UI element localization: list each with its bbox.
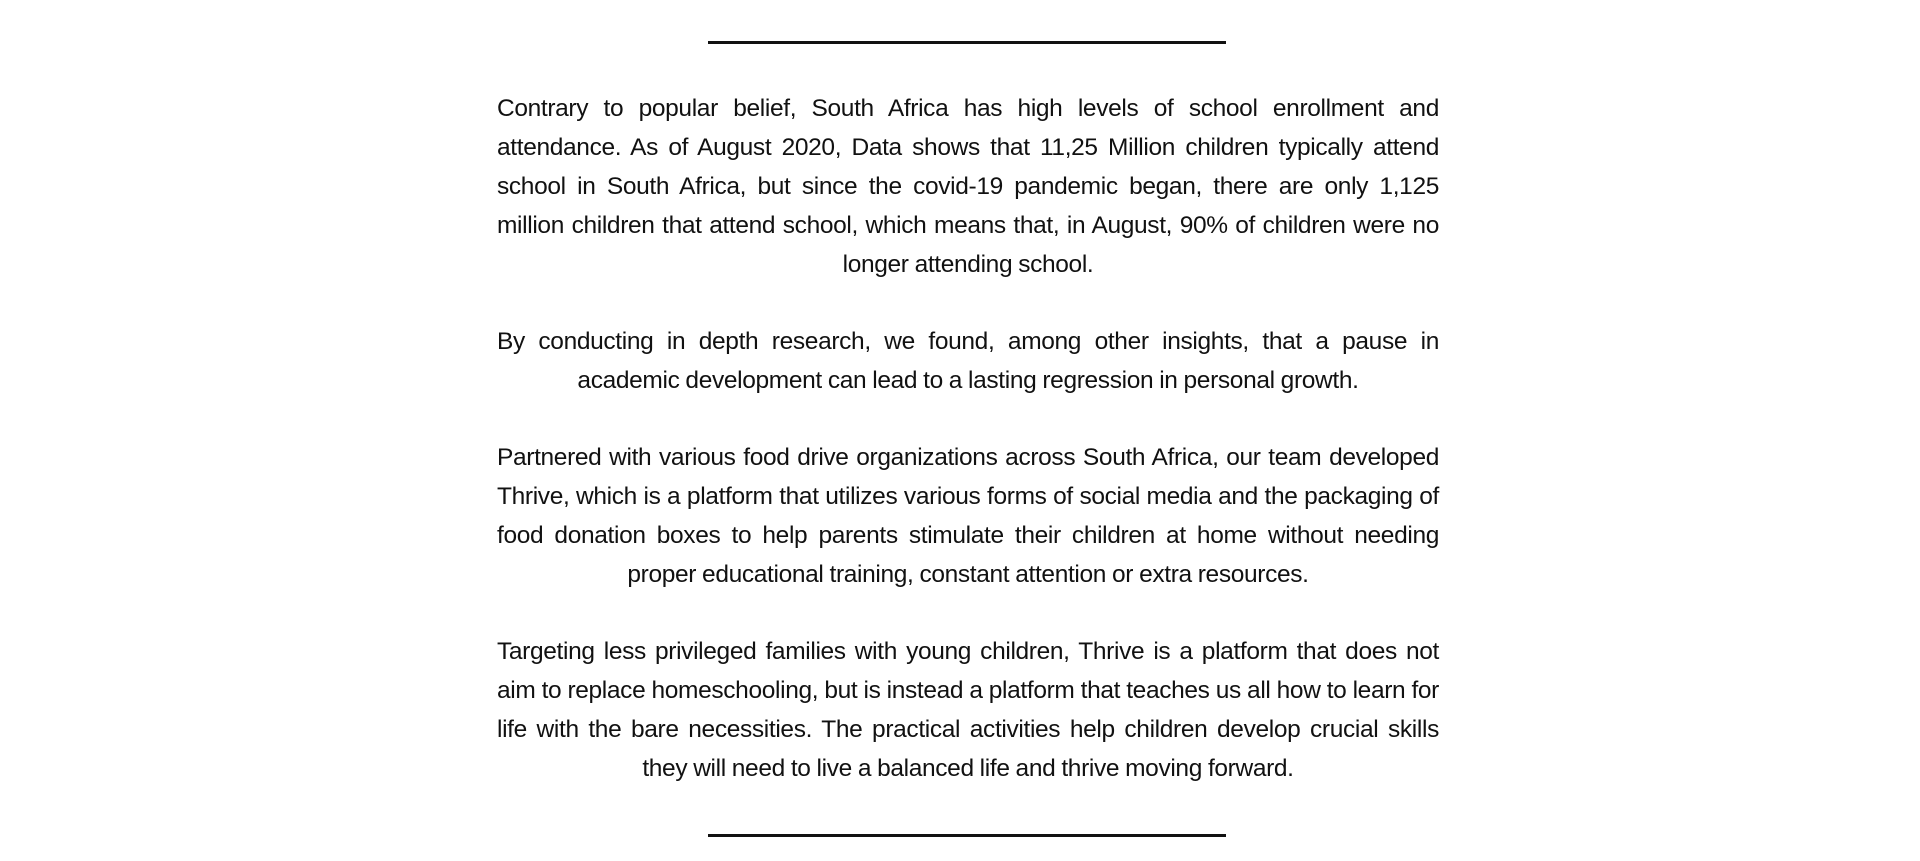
paragraph-target: Targeting less privileged families with young children, Thrive is a platform that does not aim to replace homeschooling, but is instead a platform that teaches us all how to learn for life with the bare necessities. The practical activities help children develop crucial skills they will need to live a balanced life and thrive moving forward. bbox=[497, 638, 1439, 782]
paragraph-intro: Contrary to popular belief, South Africa has high levels of school enrollment and attendance. As of August 2020, Data shows that 11,25 Million children typically attend school in South Africa, but since the covid-19 pandemic began, there are only 1,125 million children that attend school, which means that, in August, 90% of children were no longer attending school. bbox=[497, 95, 1439, 278]
paragraph-research: By conducting in depth research, we found, among other insights, that a pause in academic development can lead to a lasting regression in personal growth. bbox=[497, 328, 1439, 394]
top-divider bbox=[708, 41, 1226, 44]
paragraph-partnership: Partnered with various food drive organizations across South Africa, our team developed Thrive, which is a platform that utilizes various forms of social media and the packaging of food donation boxes to help parents stimulate their children at home without needing proper educational training, constant attention or extra resources. bbox=[497, 444, 1439, 588]
body-text bbox=[497, 89, 1439, 788]
bottom-divider bbox=[708, 834, 1226, 837]
